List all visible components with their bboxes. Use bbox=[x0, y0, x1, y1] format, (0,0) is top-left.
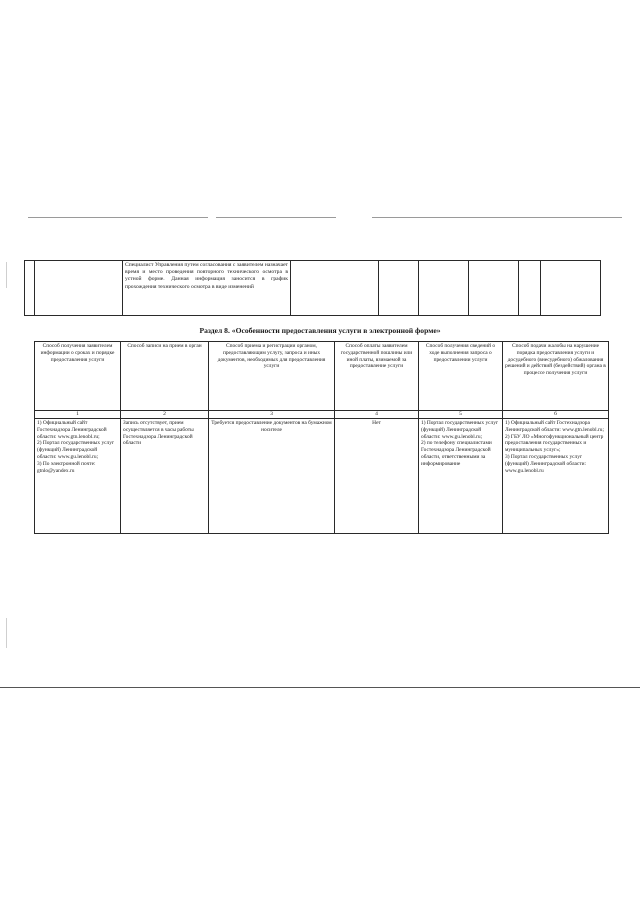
prev-cell-empty bbox=[469, 261, 519, 316]
section-title: Раздел 8. «Особенности предоставления услуги в электронной форме» bbox=[199, 326, 441, 335]
appointment-method-cell: Запись отсутствует, прием осуществляется в часы работы Гостехнадзора Ленинградской области bbox=[121, 419, 209, 534]
prev-cell-empty bbox=[379, 261, 419, 316]
previous-section-table bbox=[24, 260, 601, 316]
complaint-methods-cell bbox=[503, 419, 609, 534]
info-methods-cell bbox=[35, 419, 121, 534]
header-row bbox=[35, 342, 609, 411]
column-number-row bbox=[35, 411, 609, 419]
top-rule-1 bbox=[28, 217, 208, 218]
left-margin-mark-2 bbox=[6, 618, 7, 648]
status-methods-cell bbox=[419, 419, 503, 534]
top-rule-3 bbox=[372, 217, 622, 218]
table-row bbox=[35, 419, 609, 534]
left-margin-mark bbox=[6, 262, 7, 288]
bottom-rule bbox=[0, 687, 640, 688]
list-item: 2) Портал государственных услуг (функций) Ленинградской области: www.gu.lenobl.ru; bbox=[37, 440, 115, 460]
prev-cell-empty bbox=[519, 261, 541, 316]
list-item: 3) По электронной почте: gtnlo@yandex.ru bbox=[37, 460, 96, 474]
prev-cell-empty bbox=[25, 261, 35, 316]
column-number: 1 bbox=[35, 411, 121, 419]
list-item: 2) по телефону специалистами Гостехнадзора Ленинградской области, ответственными за информирование bbox=[421, 440, 492, 467]
list-item: 2) ГБУ ЛО «Многофункциональный центр предоставления государственных и муниципальных услуг»; bbox=[505, 433, 604, 454]
list-item: 3) Портал государственных услуг (функций) Ленинградской области: www.gu.lenobl.ru bbox=[505, 453, 587, 474]
column-number: 2 bbox=[121, 411, 209, 419]
prev-cell-empty bbox=[35, 261, 123, 316]
prev-cell-empty bbox=[419, 261, 469, 316]
prev-cell-empty bbox=[541, 261, 601, 316]
previous-table-row bbox=[25, 261, 601, 316]
column-number: 6 bbox=[503, 411, 609, 419]
list-item: 1) Портал государственных услуг (функций) Ленинградской области: www.gu.lenobl.ru; bbox=[421, 420, 499, 440]
header-cell: Способ оплаты заявителем государственной пошлины или иной платы, взимаемой за предоставление услуги bbox=[335, 342, 419, 411]
list-item: 1) Официальный сайт Гостехнадзора Ленинградской области: www.gtn.lenobl.ru; bbox=[505, 420, 604, 433]
header-cell: Способ приема и регистрации органом, предоставляющим услугу, запроса и иных документов, необходимых для предоставления услуги bbox=[209, 342, 335, 411]
submission-method-cell: Требуется предоставление документов на бумажном носителе bbox=[209, 419, 335, 534]
column-number: 3 bbox=[209, 411, 335, 419]
prev-cell-text: Специалист Управления путем согласования с заявителем назначает время и место проведения повторного технического осмотра в устной форме. Данная информация заносится в график прохождения технического осмотра в виде изменений bbox=[123, 261, 291, 316]
header-cell: Способ получения сведений о ходе выполнения запроса о предоставлении услуги bbox=[419, 342, 503, 411]
column-number: 4 bbox=[335, 411, 419, 419]
electronic-services-table bbox=[34, 341, 609, 534]
header-cell: Способ записи на прием в орган bbox=[121, 342, 209, 411]
column-number: 5 bbox=[419, 411, 503, 419]
list-item: 1) Официальный сайт Гостехнадзора Ленинградской области: www.gtn.lenobl.ru; bbox=[37, 420, 107, 440]
payment-method-cell: Нет bbox=[335, 419, 419, 534]
top-rule-2 bbox=[216, 217, 336, 218]
header-cell: Способ получения заявителем информации о сроках и порядке предоставления услуги bbox=[35, 342, 121, 411]
header-cell: Способ подачи жалобы на нарушение порядка предоставления услуги и досудебного (внесудебного) обжалования решений и действий (бездействий) органа в процессе получения услуги bbox=[503, 342, 609, 411]
prev-cell-empty bbox=[291, 261, 379, 316]
